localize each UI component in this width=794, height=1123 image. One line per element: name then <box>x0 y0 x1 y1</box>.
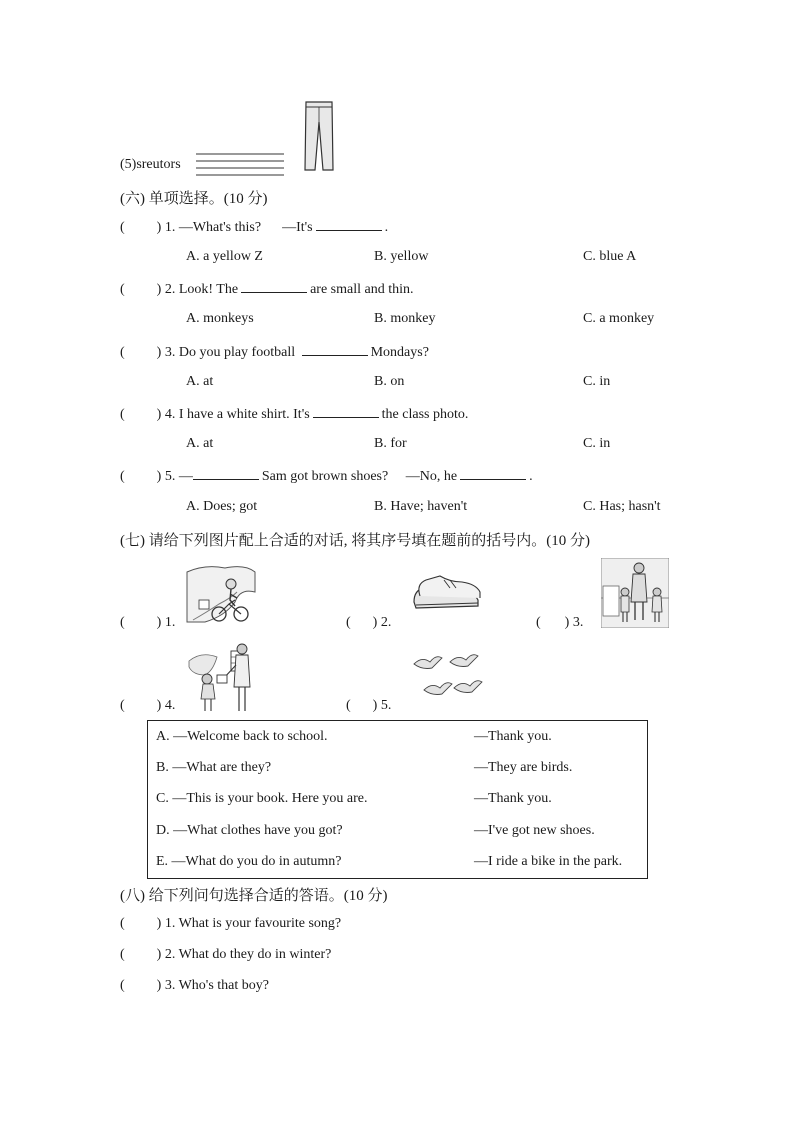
s7-item-1: ( ) 1. <box>120 615 176 630</box>
s7-item-3: ( ) 3. <box>536 615 584 630</box>
section7-title: (七) 请给下列图片配上合适的对话, 将其序号填在题前的括号内。(10 分) <box>120 533 590 549</box>
answer-blank[interactable] <box>313 405 379 418</box>
s6-q5-option-a: A. Does; got <box>186 499 258 514</box>
s6-q3-option-b: B. on <box>374 374 405 389</box>
s6-q2-option-c: C. a monkey <box>583 311 655 326</box>
s6-question-1: ( ) 1. —What's this? —It's . <box>120 220 389 235</box>
s6-q4-option-b: B. for <box>374 436 407 451</box>
dialogue-row: D. —What clothes have you got? —I've got new shoes. <box>156 823 595 838</box>
answer-blank[interactable] <box>193 467 259 480</box>
q5-word-label: (5)sreutors <box>120 157 181 172</box>
book-handing-picture-icon <box>187 641 255 715</box>
s8-question-3: ( ) 3. Who's that boy? <box>120 978 269 993</box>
s6-q5-option-c: C. Has; hasn't <box>583 499 661 514</box>
s6-question-2: ( ) 2. Look! The are small and thin. <box>120 282 414 297</box>
dialogue-row: E. —What do you do in autumn? —I ride a bike in the park. <box>156 854 623 869</box>
s7-item-4: ( ) 4. <box>120 698 176 713</box>
s6-q2-option-b: B. monkey <box>374 311 436 326</box>
dialogue-options-box <box>147 720 648 879</box>
s7-item-2: ( ) 2. <box>346 615 392 630</box>
s6-q1-option-b: B. yellow <box>374 249 429 264</box>
dialogue-row: A. —Welcome back to school. —Thank you. <box>156 729 552 744</box>
section8-title: (八) 给下列问句选择合适的答语。(10 分) <box>120 888 388 904</box>
birds-picture-icon <box>410 650 486 706</box>
answer-blank[interactable] <box>302 343 368 356</box>
s6-q1-option-c: C. blue A <box>583 249 637 264</box>
s6-q4-option-c: C. in <box>583 436 611 451</box>
s7-item-5: ( ) 5. <box>346 698 392 713</box>
s6-question-4: ( ) 4. I have a white shirt. It's the class photo. <box>120 407 469 422</box>
s6-question-3: ( ) 3. Do you play football Mondays? <box>120 345 429 360</box>
s6-q2-option-a: A. monkeys <box>186 311 254 326</box>
s8-question-1: ( ) 1. What is your favourite song? <box>120 916 342 931</box>
s6-q5-option-b: B. Have; haven't <box>374 499 468 514</box>
s6-q3-option-c: C. in <box>583 374 611 389</box>
school-welcome-picture-icon <box>601 558 669 628</box>
writing-lines <box>196 152 286 180</box>
s6-q3-option-a: A. at <box>186 374 214 389</box>
shoes-picture-icon <box>410 572 484 612</box>
dialogue-row: B. —What are they? —They are birds. <box>156 760 573 775</box>
answer-blank[interactable] <box>316 218 382 231</box>
answer-blank[interactable] <box>241 280 307 293</box>
s6-question-5: ( ) 5. — Sam got brown shoes? —No, he . <box>120 469 533 484</box>
s8-question-2: ( ) 2. What do they do in winter? <box>120 947 332 962</box>
s6-q4-option-a: A. at <box>186 436 214 451</box>
bike-riding-picture-icon <box>185 562 257 626</box>
answer-blank[interactable] <box>460 467 526 480</box>
trousers-icon <box>303 100 335 172</box>
dialogue-row: C. —This is your book. Here you are. —Thank you. <box>156 791 552 806</box>
section6-title: (六) 单项选择。(10 分) <box>120 191 268 207</box>
s6-q1-option-a: A. a yellow Z <box>186 249 263 264</box>
